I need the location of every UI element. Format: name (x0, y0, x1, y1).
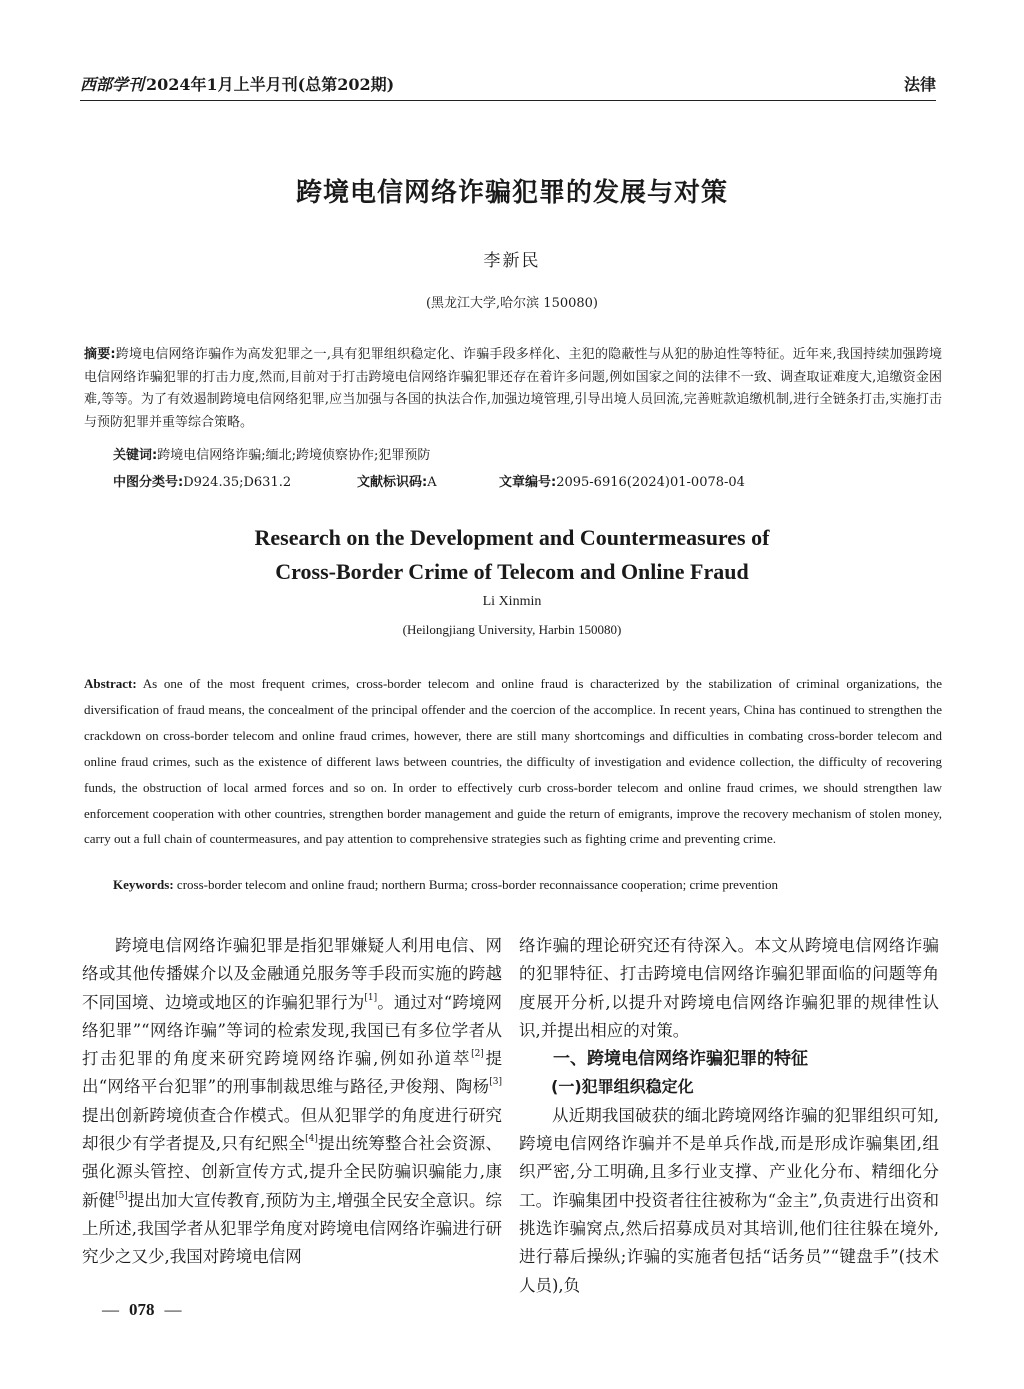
author-chinese: 李新民 (483, 251, 541, 271)
text-run: 提出统筹整合社会资源、强化源头管控、创新宣传方式,提升全民防骗识骗能力,康新健 (82, 1134, 502, 1210)
citation-ref: [4] (305, 1134, 318, 1145)
text-run: 提出加大宣传教育,预防为主,增强全民安全意识。综上所述,我国学者从犯罪学角度对跨境电信网络诈骗进行研究少之又少,我国对跨境电信网 (82, 1190, 502, 1267)
text-run: 提出创新跨境侦查合作模式。但从犯罪学的角度进行研究却很少有学者提及,只有纪熙全 (82, 1105, 502, 1154)
citation-ref: [5] (115, 1190, 128, 1201)
page-number-value: 078 (129, 1300, 155, 1319)
issue-label: 2024年1月上半月刊(总第202期) (146, 75, 395, 94)
keywords-chinese (113, 444, 430, 463)
abstract-english (84, 671, 942, 852)
page-number-dash: — (164, 1300, 182, 1319)
body-paragraph (82, 932, 502, 1272)
body-paragraph: 从近期我国破获的缅北跨境网络诈骗的犯罪组织可知,跨境电信网络诈骗并不是单兵作战,而是形成诈骗集团,组织严密,分工明确,且多行业支撑、产业化分布、精细化分工。诈骗集团中投资者往往被称为“金主”,负责进行出资和挑选诈骗窝点,然后招募成员对其培训,他们往往躲在境外,进行幕后操纵;诈骗的实施者包括“话务员”“键盘手”(技术人员),负 (519, 1105, 939, 1295)
page-number-dash: — (102, 1300, 119, 1319)
abstract-chinese (84, 344, 942, 434)
section-label: 法律 (903, 75, 936, 94)
citation-ref: [3] (489, 1077, 502, 1088)
doc-value: A (427, 475, 437, 490)
keywords-english-text: cross-border telecom and online fraud; northern Burma; cross-border reconnaissance cooperation; crime prevention (173, 877, 778, 892)
clc-label: 中图分类号: (113, 475, 184, 490)
clc-value: D924.35;D631.2 (183, 475, 292, 490)
page-header (80, 72, 936, 98)
journal-logo: 西部学刊 (80, 75, 145, 94)
keywords-english (113, 877, 778, 893)
body-right-column (519, 932, 939, 1300)
article-label: 文章编号: (499, 475, 557, 490)
text-run: 提出“网络平台犯罪”的刑事制裁思维与路径,尹俊翔、陶杨 (82, 1049, 503, 1097)
title-english-line2: Cross-Border Crime of Telecom and Online Fraud (275, 559, 749, 584)
affiliation-english: (Heilongjiang University, Harbin 150080) (402, 622, 622, 637)
title-english-line1: Research on the Development and Countermeasures of (254, 525, 770, 550)
page-number (92, 1300, 192, 1320)
abstract-english-text: As one of the most frequent crimes, cross-border telecom and online fraud is characterized by the stabilization of criminal organizations, the diversification of fraud means, the concealment of the principal offender and the coercion of the accomplice. In recent years, China has continued to strengthen the crackdown on cross-border telecom and online fraud crimes, however, there are still many shortcomings and difficulties in combating cross-border telecom and online fraud crimes, such as the existence of different laws between countries, the difficulty of investigation and evidence collection, the difficulty of recovering funds, the obstruction of local armed forces and so on. In order to effectively curb cross-border telecom and online fraud crimes, we should strengthen law enforcement cooperation with other countries, strengthen border management and guide the return of emigrants, improve the recovery mechanism of stolen money, carry out a full chain of countermeasures, and pay attention to comprehensive strategies such as fighting crime and preventing crime. (84, 676, 942, 847)
abstract-chinese-text: 跨境电信网络诈骗作为高发犯罪之一,具有犯罪组织稳定化、诈骗手段多样化、主犯的隐蔽性与从犯的胁迫性等特征。近年来,我国持续加强跨境电信网络诈骗犯罪的打击力度,然而,目前对于打击跨境电信网络诈骗犯罪还存在着许多问题,例如国家之间的法律不一致、调查取证难度大,追缴资金困难,等等。为了有效遏制跨境电信网络犯罪,应当加强与各国的执法合作,加强边境管理,引导出境人员回流,完善赃款追缴机制,进行全链条打击,实施打击与预防犯罪并重等综合策略。 (84, 347, 943, 430)
clc-number (113, 471, 291, 490)
section-heading: 一、跨境电信网络诈骗犯罪的特征 (553, 1049, 808, 1070)
abstract-english-label: Abstract: (84, 676, 137, 691)
doc-label: 文献标识码: (357, 475, 428, 490)
author-english: Li Xinmin (482, 594, 542, 609)
keywords-chinese-text: 跨境电信网络诈骗;缅北;跨境侦察协作;犯罪预防 (157, 448, 431, 463)
affiliation-chinese: (黑龙江大学,哈尔滨 150080) (425, 296, 599, 311)
keywords-chinese-label: 关键词: (113, 448, 158, 463)
body-left-column (82, 932, 502, 1272)
citation-ref: [1] (364, 992, 378, 1003)
article-number (499, 471, 745, 490)
body-paragraph-continued: 络诈骗的理论研究还有待深入。本文从跨境电信网络诈骗的犯罪特征、打击跨境电信网络诈骗犯罪面临的问题等角度展开分析,以提升对跨境电信网络诈骗犯罪的规律性认识,并提出相应的对策。 (519, 936, 939, 1040)
keywords-english-label: Keywords: (113, 877, 174, 892)
citation-ref: [2] (471, 1049, 484, 1060)
header-divider (80, 100, 936, 101)
article-value: 2095-6916(2024)01-0078-04 (556, 475, 745, 490)
doc-code (357, 471, 437, 490)
classification-row (113, 471, 813, 491)
subsection-heading: (一)犯罪组织稳定化 (551, 1077, 694, 1097)
journal-issue (80, 72, 394, 95)
text-run: 跨境电信网络诈骗犯罪是指犯罪嫌疑人利用电信、网络或其他传播媒介以及金融通兑服务等手段而实施的跨越不同国境、边境或地区的诈骗犯罪行为 (82, 936, 502, 1012)
abstract-chinese-label: 摘要: (84, 347, 116, 362)
title-chinese: 跨境电信网络诈骗犯罪的发展与对策 (295, 178, 728, 208)
text-run: 。通过对“跨境网络犯罪”“网络诈骗”等词的检索发现,我国已有多位学者从打击犯罪的角度来研究跨境网络诈骗,例如孙道萃 (82, 992, 503, 1069)
